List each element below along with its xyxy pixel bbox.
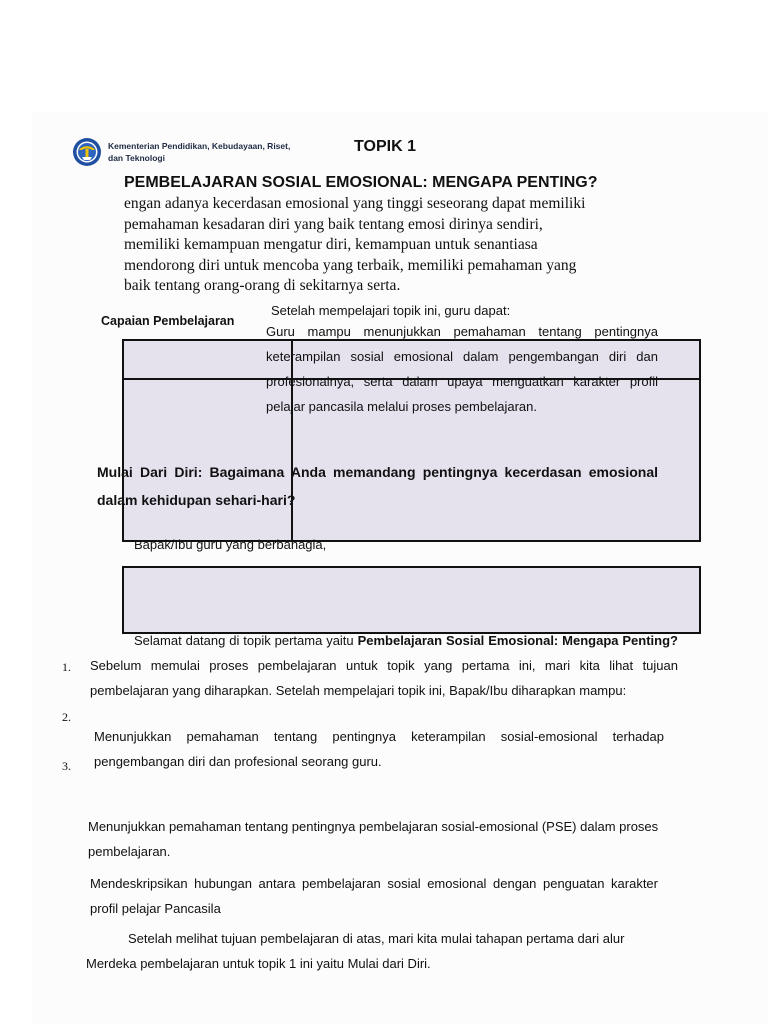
page-title: PEMBELAJARAN SOSIAL EMOSIONAL: MENGAPA PENTING?	[124, 174, 598, 191]
ministry-name: Kementerian Pendidikan, Kebudayaan, Riset, dan Teknologi	[108, 141, 291, 163]
intro-line: engan adanya kecerdasan emosional yang tinggi seseorang dapat memiliki	[124, 195, 586, 212]
greeting-box	[122, 566, 701, 634]
capaian-intro: Setelah mempelajari topik ini, guru dapat:	[271, 303, 511, 318]
mulai-dari-diri-heading: Mulai Dari Diri: Bagaimana Anda memandang pentingnya kecerdasan emosional dalam kehidupan sehari-hari?	[97, 464, 658, 508]
welcome-paragraph	[90, 628, 678, 703]
capaian-label: Capaian Pembelajaran	[101, 314, 235, 328]
intro-line: pemahaman kesadaran diri yang baik tentang emosi dirinya sendiri,	[124, 215, 543, 233]
closing-paragraph: Setelah melihat tujuan pembelajaran di atas, mari kita mulai tahapan pertama dari alur Merdeka pembelajaran untuk topik 1 ini yaitu Mulai dari Diri.	[86, 931, 625, 971]
welcome-prefix: Selamat datang di topik pertama yaitu	[134, 633, 358, 648]
objective-item: Menunjukkan pemahaman tentang pentingnya keterampilan sosial-emosional terhadap pengembangan diri dan profesional seorang guru.	[94, 729, 664, 769]
intro-paragraph	[124, 194, 664, 297]
greeting-text: Bapak/Ibu guru yang berbahagia,	[134, 537, 327, 552]
objective-item: Mendeskripsikan hubungan antara pembelajaran sosial emosional dengan penguatan karakter profil pelajar Pancasila	[90, 876, 658, 916]
objective-item: Menunjukkan pemahaman tentang pentingnya pembelajaran sosial-emosional (PSE) dalam proses pembelajaran.	[88, 819, 659, 859]
objective-number: 2.	[62, 710, 71, 724]
welcome-topic-title: Pembelajaran Sosial Emosional: Mengapa Penting?	[357, 633, 678, 648]
topic-label: TOPIK 1	[354, 138, 416, 155]
welcome-suffix: Sebelum memulai proses pembelajaran untuk topik yang pertama ini, mari kita lihat tujuan pembelajaran yang diharapkan. Setelah mempelajari topik ini, Bapak/Ibu diharapkan mampu:	[90, 658, 678, 698]
capaian-text: Guru mampu menunjukkan pemahaman tentang pentingnya keterampilan sosial emosional dalam pengembangan diri dan profesionalnya, serta dalam upaya menguatkan karakter profil pelajar pancasila melalui proses pembelajaran.	[266, 324, 658, 414]
intro-line: memiliki kemampuan mengatur diri, kemampuan untuk senantiasa	[124, 236, 538, 253]
intro-line: baik tentang orang-orang di sekitarnya serta.	[124, 277, 401, 294]
tut-wuri-handayani-logo-icon	[72, 137, 102, 167]
objective-number: 3.	[62, 759, 71, 773]
objective-number: 1.	[62, 660, 71, 674]
intro-line: mendorong diri untuk mencoba yang terbaik, memiliki pemahaman yang	[124, 256, 577, 274]
